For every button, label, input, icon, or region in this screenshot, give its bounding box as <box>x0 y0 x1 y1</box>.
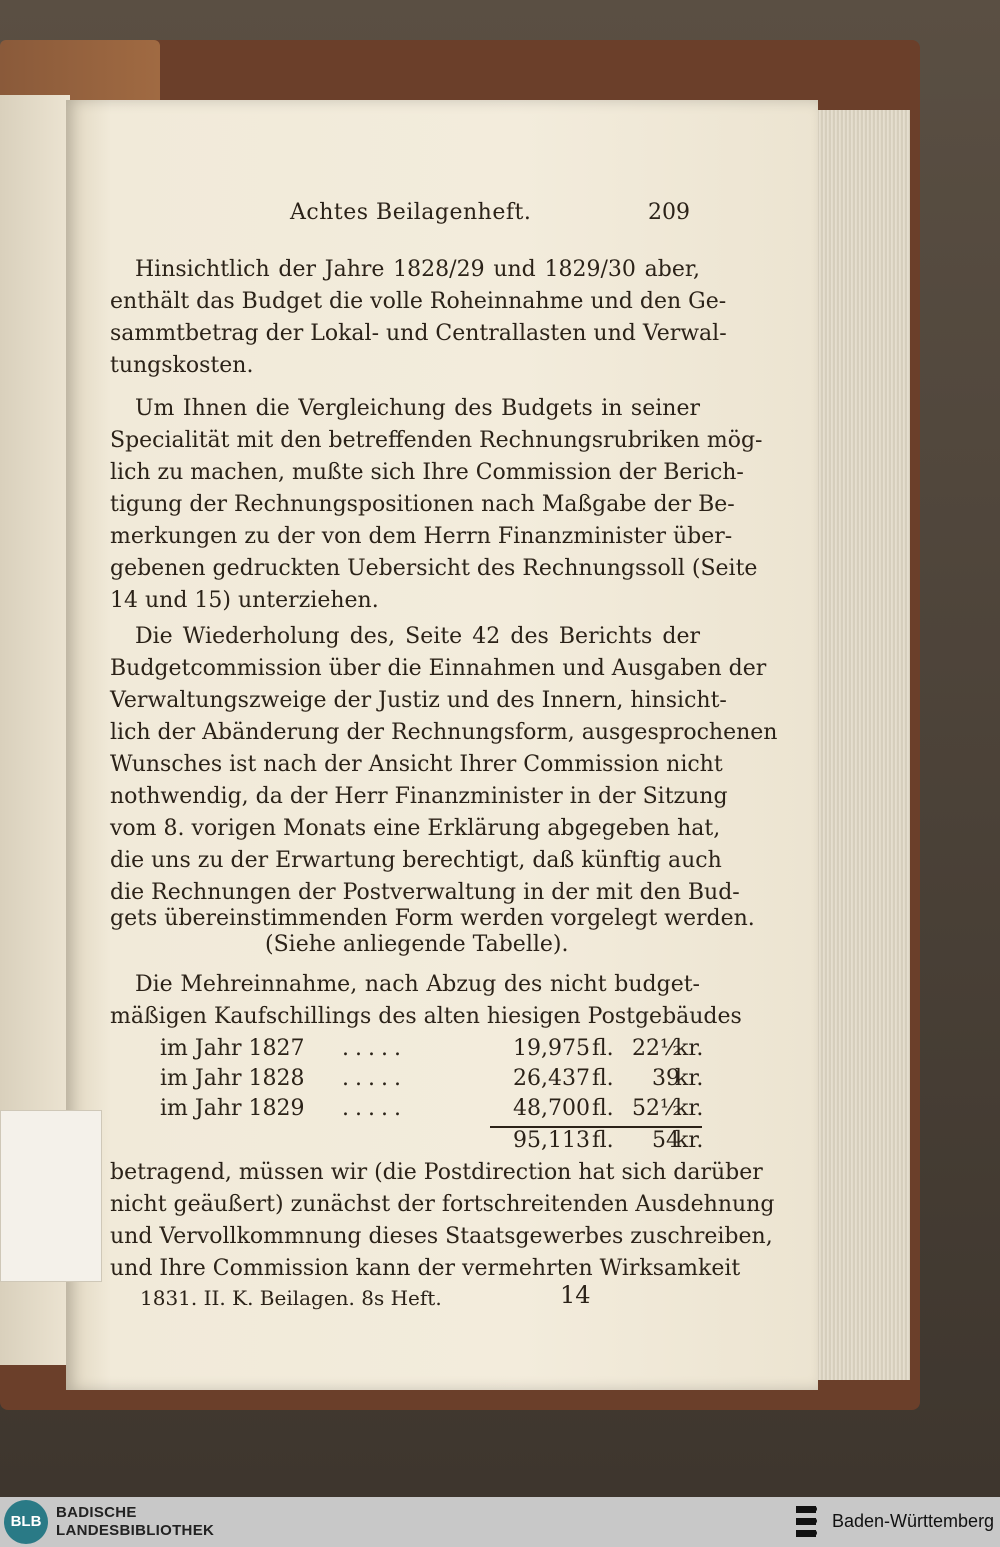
kreuzer-unit: kr. <box>675 1096 704 1121</box>
row-label: im Jahr 1827 <box>160 1036 305 1061</box>
text-line: die Rechnungen der Postverwaltung in der mit den Bud- <box>110 880 740 905</box>
kreuzer-value: 22½ <box>632 1036 682 1061</box>
leader-dots: ..... <box>342 1096 407 1121</box>
text-line: 14 und 15) unterziehen. <box>110 588 379 613</box>
kreuzer-unit: kr. <box>675 1128 704 1153</box>
printer-signature: 1831. II. K. Beilagen. 8s Heft. <box>140 1286 442 1310</box>
text-line: und Vervollkommnung dieses Staatsgewerbes zuschreiben, <box>110 1224 773 1249</box>
table-row <box>160 1036 705 1066</box>
lions-emblem-icon <box>790 1502 822 1542</box>
kreuzer-value: 39 <box>652 1066 680 1091</box>
table-row <box>160 1096 705 1126</box>
text-line: gebenen gedruckten Uebersicht des Rechnungssoll (Seite <box>110 556 758 581</box>
paper-bookmark <box>0 1110 102 1282</box>
text-line: Wunsches ist nach der Ansicht Ihrer Commission nicht <box>110 752 723 777</box>
text-line: mäßigen Kaufschillings des alten hiesigen Postgebäudes <box>110 1004 742 1029</box>
text-line: Die Mehreinnahme, nach Abzug des nicht budget- <box>135 972 700 997</box>
text-line: merkungen zu der von dem Herrn Finanzminister über- <box>110 524 733 549</box>
sheet-number: 14 <box>560 1281 591 1309</box>
total-florin-value: 95,113 <box>513 1128 590 1153</box>
text-line: und Ihre Commission kann der vermehrten Wirksamkeit <box>110 1256 741 1281</box>
text-line: nicht geäußert) zunächst der fortschreitenden Ausdehnung <box>110 1192 775 1217</box>
text-line: die uns zu der Erwartung berechtigt, daß künftig auch <box>110 848 722 873</box>
kreuzer-unit: kr. <box>675 1036 704 1061</box>
text-line: betragend, müssen wir (die Postdirection hat sich darüber <box>110 1160 763 1185</box>
text-line: gets übereinstimmenden Form werden vorgelegt werden. <box>110 906 755 931</box>
running-title: Achtes Beilagenheft. <box>290 200 532 225</box>
text-line: Hinsichtlich der Jahre 1828/29 und 1829/30 aber, <box>135 257 700 282</box>
text-line: tungskosten. <box>110 353 254 378</box>
state-name[interactable]: Baden-Württemberg <box>832 1511 995 1531</box>
florin-unit: fl. <box>592 1036 614 1061</box>
text-line: Um Ihnen die Vergleichung des Budgets in seiner <box>135 396 700 421</box>
florin-unit: fl. <box>592 1066 614 1091</box>
leader-dots: ..... <box>342 1036 407 1061</box>
florin-value: 19,975 <box>513 1036 590 1061</box>
row-label: im Jahr 1829 <box>160 1096 305 1121</box>
row-label: im Jahr 1828 <box>160 1066 305 1091</box>
text-line: vom 8. vorigen Monats eine Erklärung abgegeben hat, <box>110 816 721 841</box>
text-line: tigung der Rechnungspositionen nach Maßgabe der Be- <box>110 492 735 517</box>
text-line: sammtbetrag der Lokal- und Centrallasten und Verwal- <box>110 321 727 346</box>
total-kreuzer-value: 54 <box>652 1128 680 1153</box>
text-line: Verwaltungszweige der Justiz und des Innern, hinsicht- <box>110 688 727 713</box>
text-line: nothwendig, da der Herr Finanzminister in der Sitzung <box>110 784 728 809</box>
text-line: enthält das Budget die volle Roheinnahme und den Ge- <box>110 289 727 314</box>
text-line: Budgetcommission über die Einnahmen und Ausgaben der <box>110 656 767 681</box>
leader-dots: ..... <box>342 1066 407 1091</box>
blb-logo-icon[interactable]: BLB <box>4 1500 48 1544</box>
text-line: lich zu machen, mußte sich Ihre Commission der Berich- <box>110 460 744 485</box>
florin-value: 26,437 <box>513 1066 590 1091</box>
text-line: Die Wiederholung des, Seite 42 des Berichts der <box>135 624 700 649</box>
kreuzer-unit: kr. <box>675 1066 704 1091</box>
library-banner <box>0 1497 1000 1547</box>
text-line: Specialität mit den betreffenden Rechnungsrubriken mög- <box>110 428 763 453</box>
kreuzer-value: 52½ <box>632 1096 682 1121</box>
text-line: lich der Abänderung der Rechnungsform, ausgesprochenen <box>110 720 778 745</box>
table-reference-note: (Siehe anliegende Tabelle). <box>265 932 569 957</box>
florin-value: 48,700 <box>513 1096 590 1121</box>
library-name <box>56 1504 214 1540</box>
florin-unit: fl. <box>592 1096 614 1121</box>
library-name-line1: BADISCHE <box>56 1504 137 1521</box>
table-row <box>160 1066 705 1096</box>
page-number: 209 <box>648 200 690 225</box>
library-name-line2: LANDESBIBLIOTHEK <box>56 1522 215 1539</box>
table-total-row <box>160 1128 705 1158</box>
florin-unit: fl. <box>592 1128 614 1153</box>
